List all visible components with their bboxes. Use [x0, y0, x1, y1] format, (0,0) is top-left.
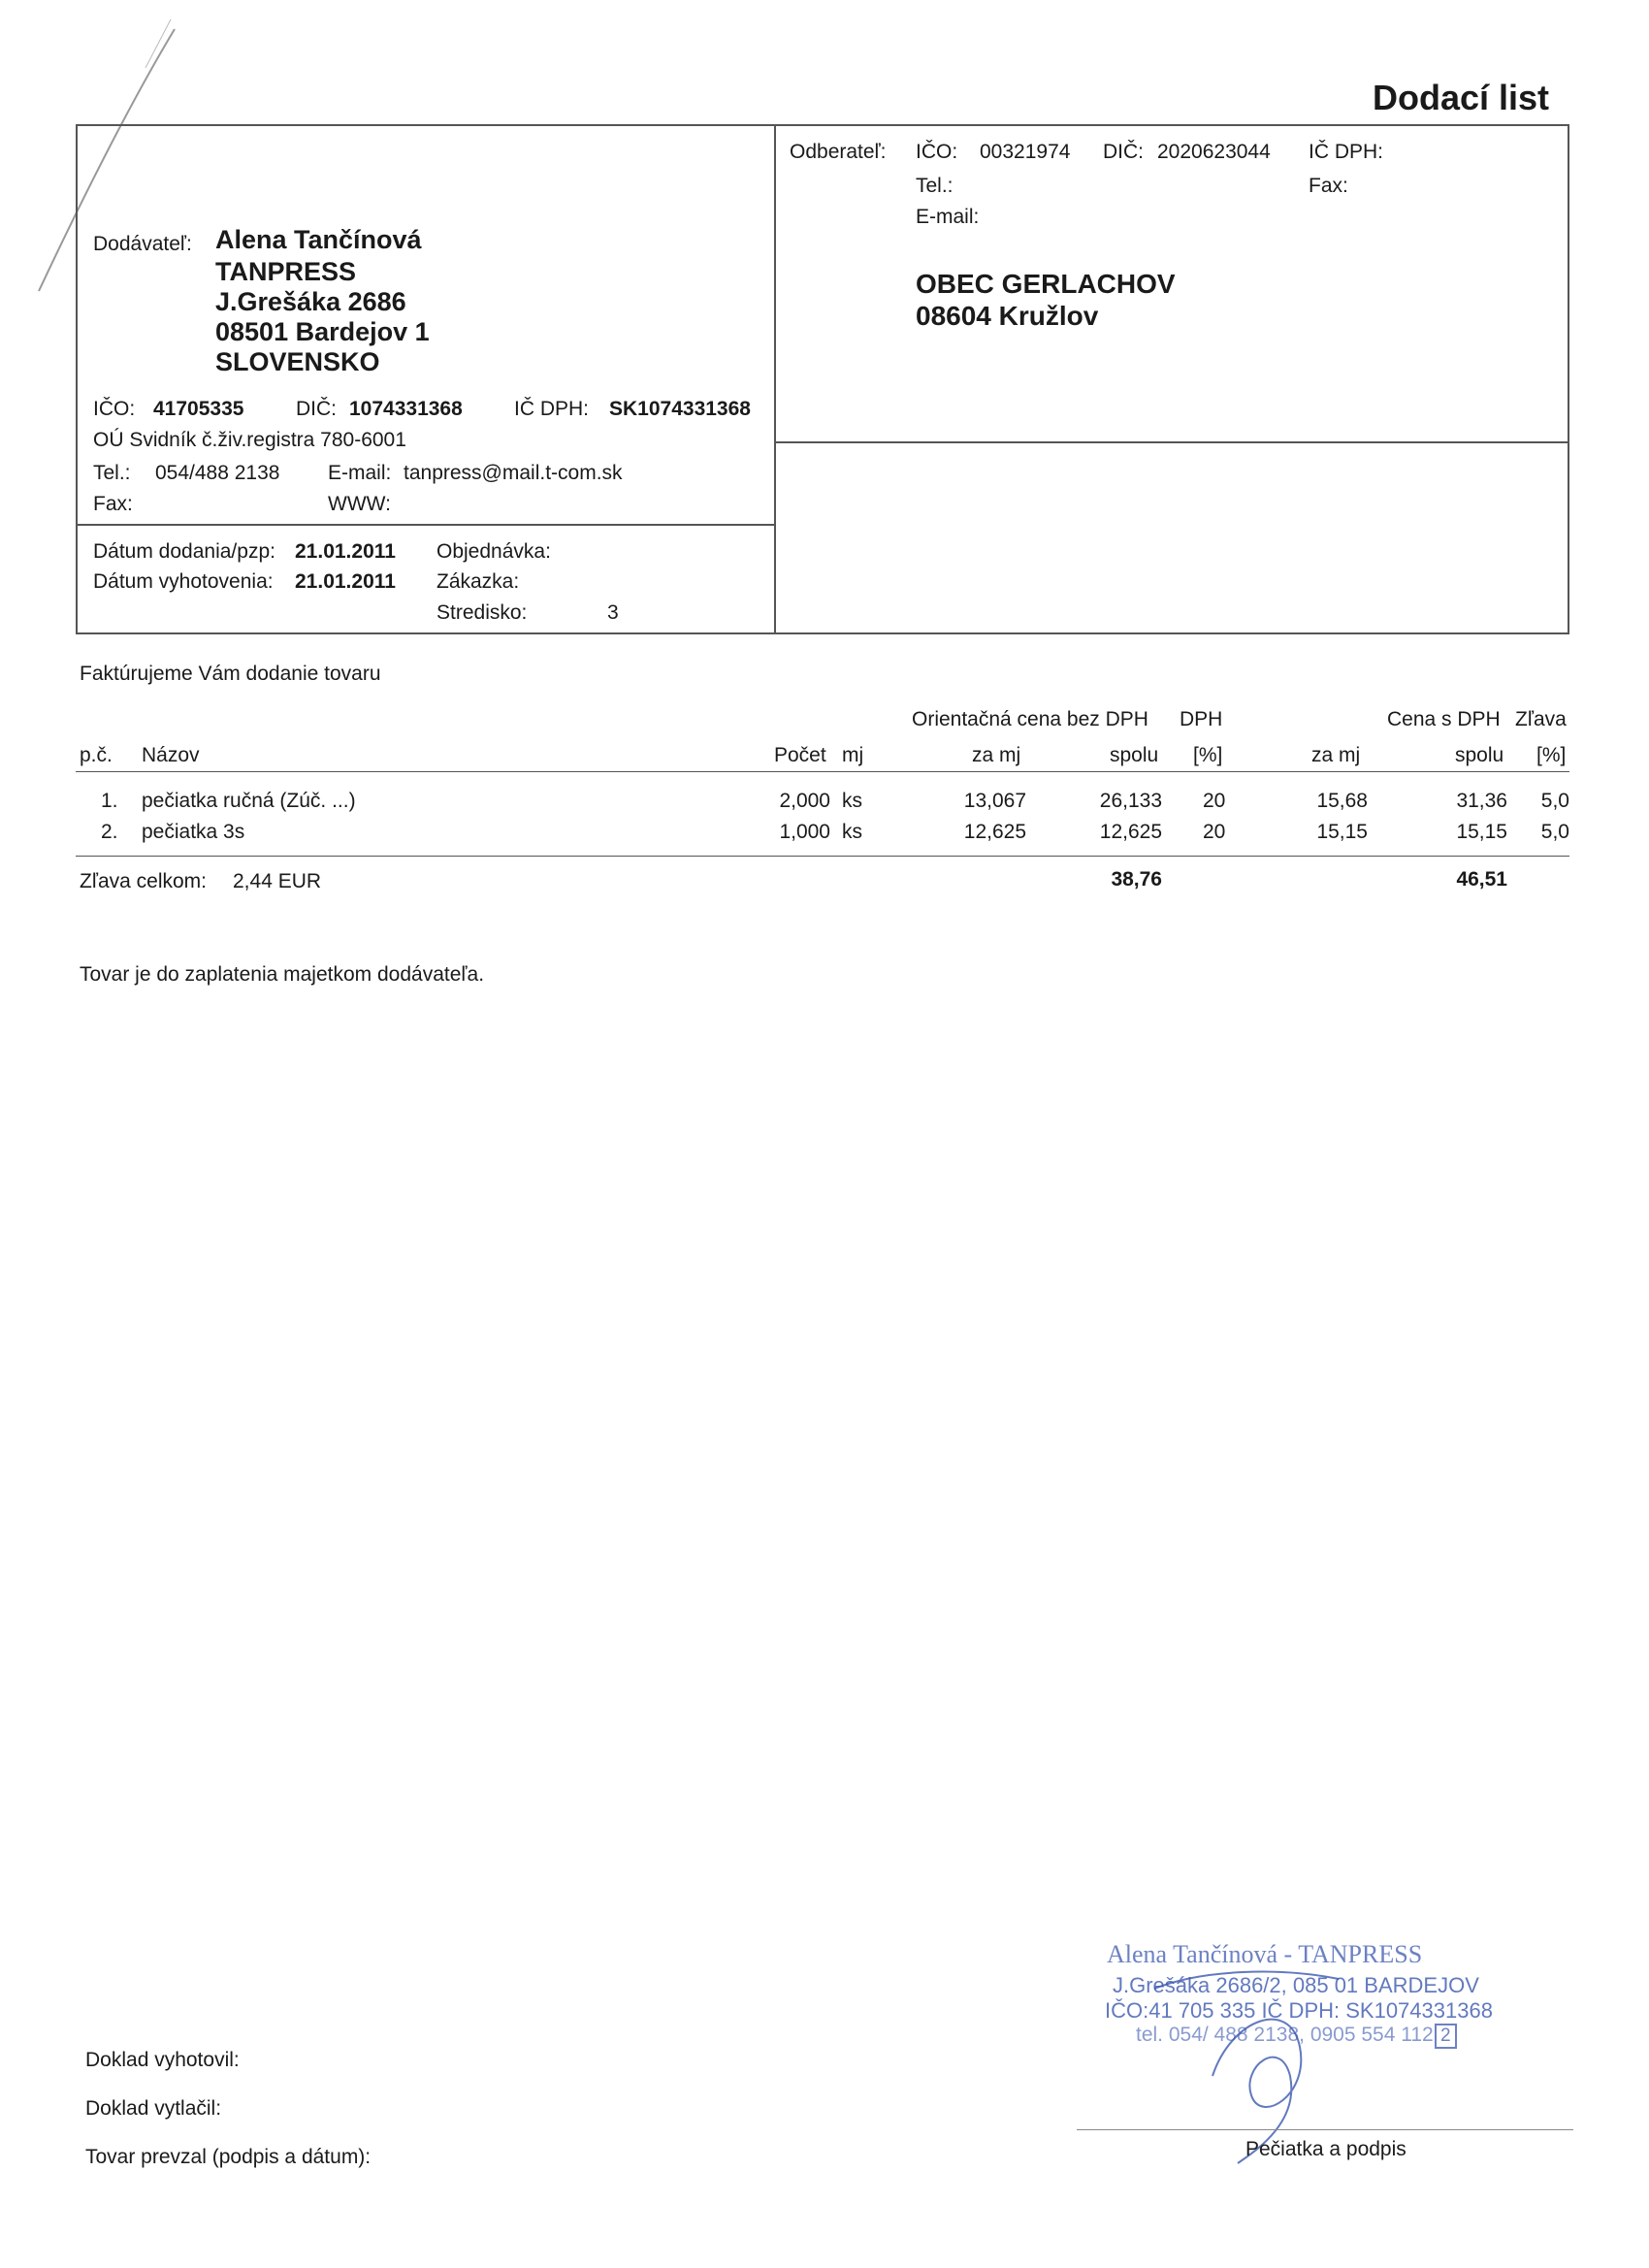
supplier-street: J.Grešáka 2686: [215, 287, 406, 316]
col-header-total: spolu: [1110, 744, 1159, 766]
supplier-icdph-label: IČ DPH:: [514, 398, 590, 420]
supplier-ico: 41705335: [153, 398, 244, 420]
sum-incl-vat: 46,51: [1456, 868, 1507, 891]
row-unit: ks: [842, 790, 862, 812]
row-total: 26,133: [1099, 790, 1162, 812]
delivery-date-label: Dátum dodania/pzp:: [93, 540, 275, 563]
row-total-vat: 31,36: [1456, 790, 1507, 812]
supplier-icdph: SK1074331368: [609, 398, 751, 420]
center-label: Stredisko:: [436, 601, 528, 624]
supplier-email-label: E-mail:: [328, 462, 392, 484]
row-unit: ks: [842, 821, 862, 843]
header-middle-divider: [774, 124, 776, 633]
table-header-rule: [76, 771, 1569, 772]
customer-divider: [774, 441, 1569, 443]
supplier-divider: [76, 524, 776, 526]
stamp-line-3: IČO:41 705 335 IČ DPH: SK1074331368: [1105, 1998, 1493, 2023]
col-header-vat-pct: [%]: [1193, 744, 1223, 766]
row-qty: 1,000: [779, 821, 830, 843]
row-no: 2.: [101, 821, 118, 843]
row-vat: 20: [1203, 821, 1226, 843]
discount-total-label: Zľava celkom:: [80, 870, 207, 892]
col-header-qty: Počet: [774, 744, 826, 766]
supplier-dic: 1074331368: [349, 398, 463, 420]
header-price-incl-group: Cena s DPH: [1387, 708, 1501, 730]
row-price: 13,067: [963, 790, 1026, 812]
customer-tel-label: Tel.:: [916, 175, 954, 197]
row-qty: 2,000: [779, 790, 830, 812]
row-price: 12,625: [963, 821, 1026, 843]
supplier-www-label: WWW:: [328, 493, 391, 515]
printed-by-label: Doklad vytlačil:: [85, 2097, 222, 2120]
order-label: Objednávka:: [436, 540, 551, 563]
col-header-per-unit: za mj: [972, 744, 1021, 766]
supplier-company: TANPRESS: [215, 257, 357, 286]
document-title: Dodací list: [1373, 78, 1550, 117]
supplier-tel-label: Tel.:: [93, 462, 131, 484]
stamp-line-2: J.Grešáka 2686/2, 085 01 BARDEJOV: [1113, 1973, 1479, 1997]
center-value: 3: [607, 601, 619, 624]
supplier-registry: OÚ Svidník č.živ.registra 780-6001: [93, 429, 406, 451]
row-vat: 20: [1203, 790, 1226, 812]
table-bottom-rule: [76, 856, 1569, 857]
row-no: 1.: [101, 790, 118, 812]
customer-ico-label: IČO:: [916, 141, 958, 163]
header-vat-group: DPH: [1180, 708, 1223, 730]
customer-icdph-label: IČ DPH:: [1309, 141, 1384, 163]
row-total-vat: 15,15: [1456, 821, 1507, 843]
stamp-badge: 2: [1435, 2024, 1457, 2049]
row-price-vat: 15,15: [1316, 821, 1368, 843]
customer-city: 08604 Kružlov: [916, 301, 1099, 331]
stamp-line-1: Alena Tančínová - TANPRESS: [1107, 1940, 1423, 1968]
supplier-fax-label: Fax:: [93, 493, 133, 515]
customer-dic-label: DIČ:: [1103, 141, 1144, 163]
customer-fax-label: Fax:: [1309, 175, 1348, 197]
row-discount: 5,0: [1540, 790, 1569, 812]
col-header-total-vat: spolu: [1455, 744, 1504, 766]
issue-date: 21.01.2011: [295, 570, 396, 593]
supplier-country: SLOVENSKO: [215, 347, 380, 376]
supplier-name: Alena Tančínová: [215, 225, 422, 254]
received-label: Tovar prevzal (podpis a dátum):: [85, 2146, 372, 2168]
header-right-border: [1568, 124, 1569, 633]
header-bottom-rule: [76, 632, 1569, 634]
col-header-unit: mj: [842, 744, 864, 766]
stamp-line-4: tel. 054/ 488 2138, 0905 554 112: [1136, 2024, 1434, 2046]
supplier-city: 08501 Bardejov 1: [215, 317, 430, 346]
row-discount: 5,0: [1540, 821, 1569, 843]
header-left-border: [76, 124, 78, 633]
customer-email-label: E-mail:: [916, 206, 980, 228]
row-price-vat: 15,68: [1316, 790, 1368, 812]
discount-total: 2,44 EUR: [233, 870, 322, 892]
customer-name: OBEC GERLACHOV: [916, 269, 1176, 299]
sum-excl-vat: 38,76: [1111, 868, 1162, 891]
row-name: pečiatka 3s: [142, 821, 245, 843]
col-header-name: Názov: [142, 744, 200, 766]
customer-ico: 00321974: [980, 141, 1071, 163]
header-price-excl-group: Orientačná cena bez DPH: [912, 708, 1148, 730]
col-header-no: p.č.: [80, 744, 113, 766]
row-total: 12,625: [1099, 821, 1162, 843]
customer-label: Odberateľ:: [790, 141, 887, 163]
col-header-discount-pct: [%]: [1536, 744, 1567, 766]
supplier-tel: 054/488 2138: [155, 462, 280, 484]
customer-dic: 2020623044: [1157, 141, 1271, 163]
intro-text: Faktúrujeme Vám dodanie tovaru: [80, 663, 381, 685]
scan-fold-mark: [0, 0, 213, 310]
issued-by-label: Doklad vyhotovil:: [85, 2049, 240, 2071]
supplier-label: Dodávateľ:: [93, 233, 192, 255]
ownership-note: Tovar je do zaplatenia majetkom dodávateľa.: [80, 963, 485, 986]
signature-rule: [1077, 2129, 1573, 2130]
delivery-date: 21.01.2011: [295, 540, 396, 563]
job-label: Zákazka:: [436, 570, 520, 593]
header-top-rule: [76, 124, 1569, 126]
supplier-email: tanpress@mail.t-com.sk: [404, 462, 623, 484]
supplier-dic-label: DIČ:: [296, 398, 337, 420]
col-header-per-unit-vat: za mj: [1311, 744, 1361, 766]
issue-date-label: Dátum vyhotovenia:: [93, 570, 274, 593]
supplier-ico-label: IČO:: [93, 398, 136, 420]
row-name: pečiatka ručná (Zúč. ...): [142, 790, 356, 812]
header-discount-group: Zľava: [1515, 708, 1567, 730]
stamp-and-signature-label: Pečiatka a podpis: [1245, 2138, 1406, 2160]
